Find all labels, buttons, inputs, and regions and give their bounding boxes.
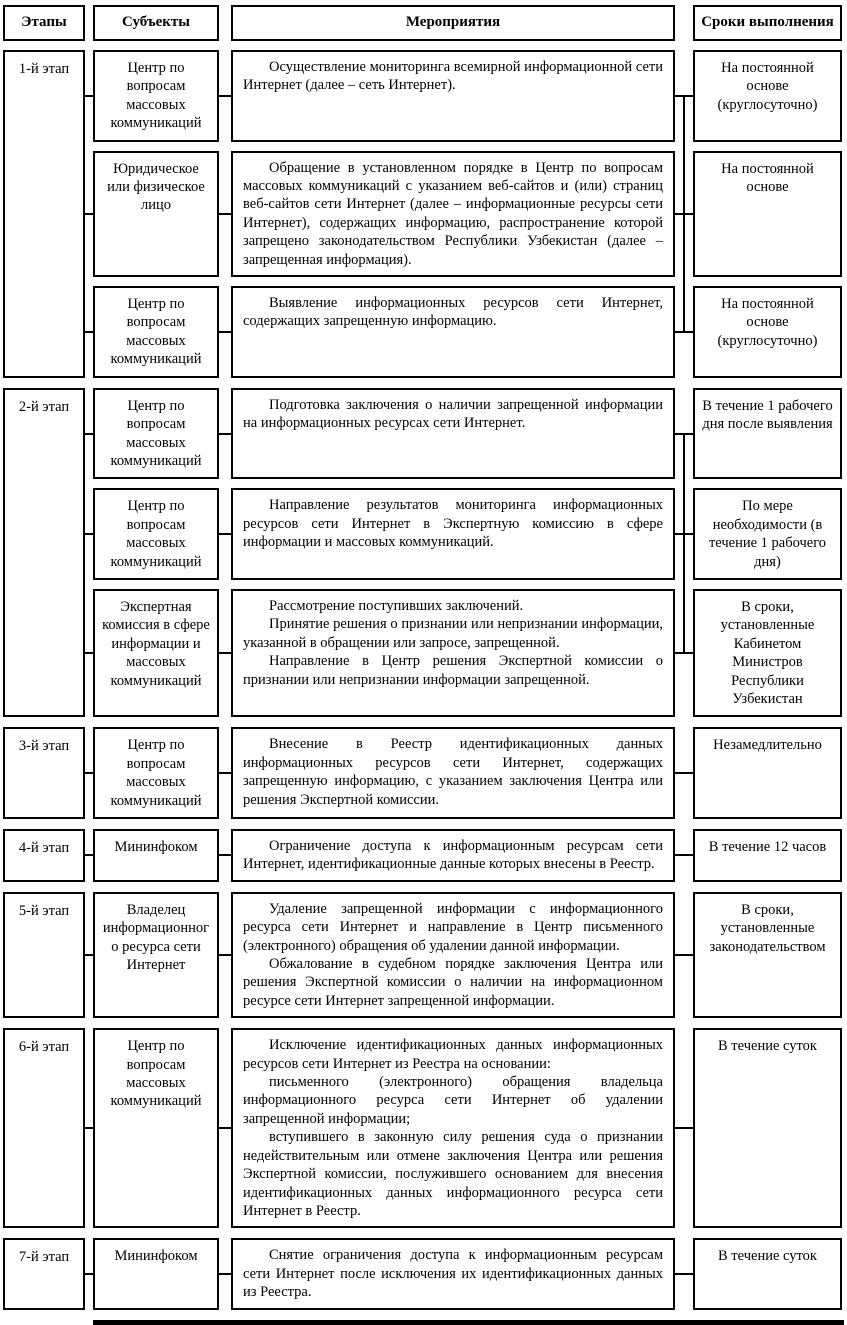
connector-stage-subject [85, 286, 93, 378]
stage-label: 7-й этап [3, 1238, 85, 1309]
stage-groups [3, 50, 844, 1310]
connector-activity-deadline [675, 488, 693, 580]
table-row [85, 1238, 842, 1309]
activity-paragraph: письменного (электронного) обращения владельца информационного ресурса сети Интернет об удалении запрещенной информации; [243, 1074, 663, 1127]
connector-vertical-line [683, 150, 685, 214]
subject-cell: Центр по вопросам массовых коммуникаций [93, 727, 219, 819]
subject-cell: Центр по вопросам массовых коммуникаций [93, 1028, 219, 1228]
stage-rows [85, 892, 842, 1018]
activity-cell [231, 151, 675, 277]
connector-subject-activity [219, 151, 231, 277]
stage-label: 6-й этап [3, 1028, 85, 1228]
activity-paragraph: Удаление запрещенной информации с информационного ресурса сети Интернет и направление в Центр письменного (электронного) обращения об удалении данной информации. [243, 900, 663, 954]
connector-activity-deadline [675, 727, 693, 819]
connector-activity-deadline [675, 829, 693, 882]
connector-subject-activity [219, 1028, 231, 1228]
connector-stage-subject [85, 892, 93, 1018]
connector-stage-subject [85, 1238, 93, 1309]
connector-vertical-line [683, 285, 685, 332]
deadline-cell: В сроки, установленные Кабинетом Министров Республики Узбекистан [693, 589, 842, 717]
table-row [85, 829, 842, 882]
subject-cell: Мининфоком [93, 1238, 219, 1309]
stage-group-1 [3, 50, 844, 378]
activity-cell [231, 388, 675, 480]
header-deadlines: Сроки выполнения [693, 5, 842, 41]
stage-group-6 [3, 1028, 844, 1228]
activity-paragraph: Снятие ограничения доступа к информационным ресурсам сети Интернет после исключения их идентификационных данных из Реестра. [243, 1247, 663, 1301]
stage-rows [85, 1238, 842, 1309]
connector-subject-activity [219, 727, 231, 819]
connector-stage-subject [85, 589, 93, 717]
stage-label: 3-й этап [3, 727, 85, 819]
deadline-cell: Незамедлительно [693, 727, 842, 819]
activity-paragraph: Исключение идентификационных данных информационных ресурсов сети Интернет из Реестра на основании: [243, 1037, 663, 1072]
stage-label: 1-й этап [3, 50, 85, 378]
connector-activity-deadline [675, 388, 693, 480]
subject-cell: Юридическое или физическое лицо [93, 151, 219, 277]
connector-stage-subject [85, 727, 93, 819]
table-row [85, 727, 842, 819]
connector-subject-activity [219, 50, 231, 142]
stage-label: 2-й этап [3, 388, 85, 718]
activity-cell [231, 589, 675, 717]
activity-cell [231, 727, 675, 819]
table-row [85, 1028, 842, 1228]
activity-paragraph: Обращение в установленном порядке в Центр по вопросам массовых коммуникаций с указанием веб-сайтов и (или) страниц веб-сайтов сети Интернет (далее – информационные ресурсы сети Интернет), содержащих информацию, распространение которой запрещено законодательством Республики Узбекистан (далее – запрещенная информация). [243, 159, 663, 268]
deadline-cell: По мере необходимости (в течение 1 рабочего дня) [693, 488, 842, 580]
activity-paragraph: Ограничение доступа к информационным ресурсам сети Интернет, идентификационные данные которых внесены в Реестр. [243, 838, 663, 873]
table-header [3, 5, 844, 41]
deadline-cell: На постоянной основе (круглосуточно) [693, 286, 842, 378]
connector-subject-activity [219, 589, 231, 717]
connector-vertical-line [683, 96, 685, 152]
stage-group-2 [3, 388, 844, 718]
connector-stage-subject [85, 388, 93, 480]
bottom-crop-bar [93, 1320, 844, 1325]
connector-vertical-line [683, 214, 685, 287]
header-stages: Этапы [3, 5, 85, 41]
stage-rows [85, 829, 842, 882]
stage-group-7 [3, 1238, 844, 1309]
connector-subject-activity [219, 488, 231, 580]
activity-cell [231, 829, 675, 882]
activity-cell [231, 1238, 675, 1309]
connector-subject-activity [219, 829, 231, 882]
deadline-cell: В течение суток [693, 1238, 842, 1309]
connector-stage-subject [85, 1028, 93, 1228]
subject-cell: Центр по вопросам массовых коммуникаций [93, 50, 219, 142]
connector-activity-deadline [675, 892, 693, 1018]
activity-paragraph: Подготовка заключения о наличии запрещенной информации на информационных ресурсах сети Интернет. [243, 396, 663, 432]
connector-activity-deadline [675, 151, 693, 277]
activity-cell [231, 488, 675, 580]
deadline-cell: На постоянной основе [693, 151, 842, 277]
subject-cell: Владелец информационного ресурса сети Интернет [93, 892, 219, 1018]
connector-subject-activity [219, 892, 231, 1018]
deadline-cell: В течение 12 часов [693, 829, 842, 882]
stage-group-5 [3, 892, 844, 1018]
activity-paragraph: Выявление информационных ресурсов сети Интернет, содержащих запрещенную информацию. [243, 295, 663, 330]
header-activities: Мероприятия [231, 5, 675, 41]
connector-activity-deadline [675, 1238, 693, 1309]
deadline-cell: На постоянной основе (круглосуточно) [693, 50, 842, 142]
table-row [85, 892, 842, 1018]
activity-cell [231, 286, 675, 378]
connector-activity-deadline [675, 589, 693, 717]
stage-rows [85, 1028, 842, 1228]
subject-cell: Мининфоком [93, 829, 219, 882]
connector-stage-subject [85, 151, 93, 277]
stage-label: 5-й этап [3, 892, 85, 1018]
connector-stage-subject [85, 829, 93, 882]
deadline-cell: В сроки, установленные законодательством [693, 892, 842, 1018]
activity-paragraph: Внесение в Реестр идентификационных данных информационных ресурсов сети Интернет, содержащих запрещенную информацию, с указанием заключения Центра или решения Экспертной комиссии. [243, 736, 663, 808]
subject-cell: Центр по вопросам массовых коммуникаций [93, 388, 219, 480]
table-row [85, 286, 842, 378]
activity-cell [231, 892, 675, 1018]
connector-stage-subject [85, 488, 93, 580]
connector-stage-subject [85, 50, 93, 142]
activity-paragraph: Рассмотрение поступивших заключений. [269, 597, 524, 614]
subject-cell: Экспертная комиссия в сфере информации и массовых коммуникаций [93, 589, 219, 717]
connector-vertical-line [683, 534, 685, 590]
deadline-cell: В течение 1 рабочего дня после выявления [693, 388, 842, 480]
activity-paragraph: Осуществление мониторинга всемирной информационной сети Интернет (далее – сеть Интернет). [243, 59, 663, 94]
table-row [85, 388, 842, 480]
table-row [85, 589, 842, 717]
subject-cell: Центр по вопросам массовых коммуникаций [93, 488, 219, 580]
stage-label: 4-й этап [3, 829, 85, 882]
activity-paragraph: Обжалование в судебном порядке заключения Центра или решения Экспертной комиссии о наличии на информационном ресурсе сети Интернет запрещенной информации. [243, 956, 663, 1009]
stage-group-3 [3, 727, 844, 819]
header-gap [219, 5, 231, 41]
subject-cell: Центр по вопросам массовых коммуникаций [93, 286, 219, 378]
connector-activity-deadline [675, 1028, 693, 1228]
connector-vertical-line [683, 434, 685, 490]
stage-rows [85, 727, 842, 819]
activity-paragraph: Принятие решения о признании или непризнании информации, указанной в обращении или запросе, запрещенной. [243, 616, 663, 651]
connector-subject-activity [219, 286, 231, 378]
connector-activity-deadline [675, 50, 693, 142]
activity-paragraph: Направление результатов мониторинга информационных ресурсов сети Интернет в Экспертную комиссию в сфере информации и массовых коммуникаций. [243, 497, 663, 551]
activity-cell [231, 50, 675, 142]
connector-subject-activity [219, 1238, 231, 1309]
table-row [85, 488, 842, 580]
activity-cell [231, 1028, 675, 1228]
header-gap [85, 5, 93, 41]
stage-rows [85, 50, 842, 378]
table-row [85, 151, 842, 277]
connector-activity-deadline [675, 286, 693, 378]
connector-vertical-line [683, 588, 685, 653]
connector-vertical-line [683, 487, 685, 534]
header-subjects: Субъекты [93, 5, 219, 41]
table-row [85, 50, 842, 142]
stage-group-4 [3, 829, 844, 882]
activity-paragraph: Направление в Центр решения Экспертной комиссии о признании или непризнании информации запрещенной. [243, 653, 663, 688]
deadline-cell: В течение суток [693, 1028, 842, 1228]
connector-subject-activity [219, 388, 231, 480]
stage-rows [85, 388, 842, 718]
header-gap [675, 5, 693, 41]
activity-paragraph: вступившего в законную силу решения суда о признании недействительным или отмене заключения Центра или решения Экспертной комиссии, послужившего основанием для внесения идентификационных данных информационного ресурса сети Интернет в Реестр. [243, 1129, 663, 1219]
